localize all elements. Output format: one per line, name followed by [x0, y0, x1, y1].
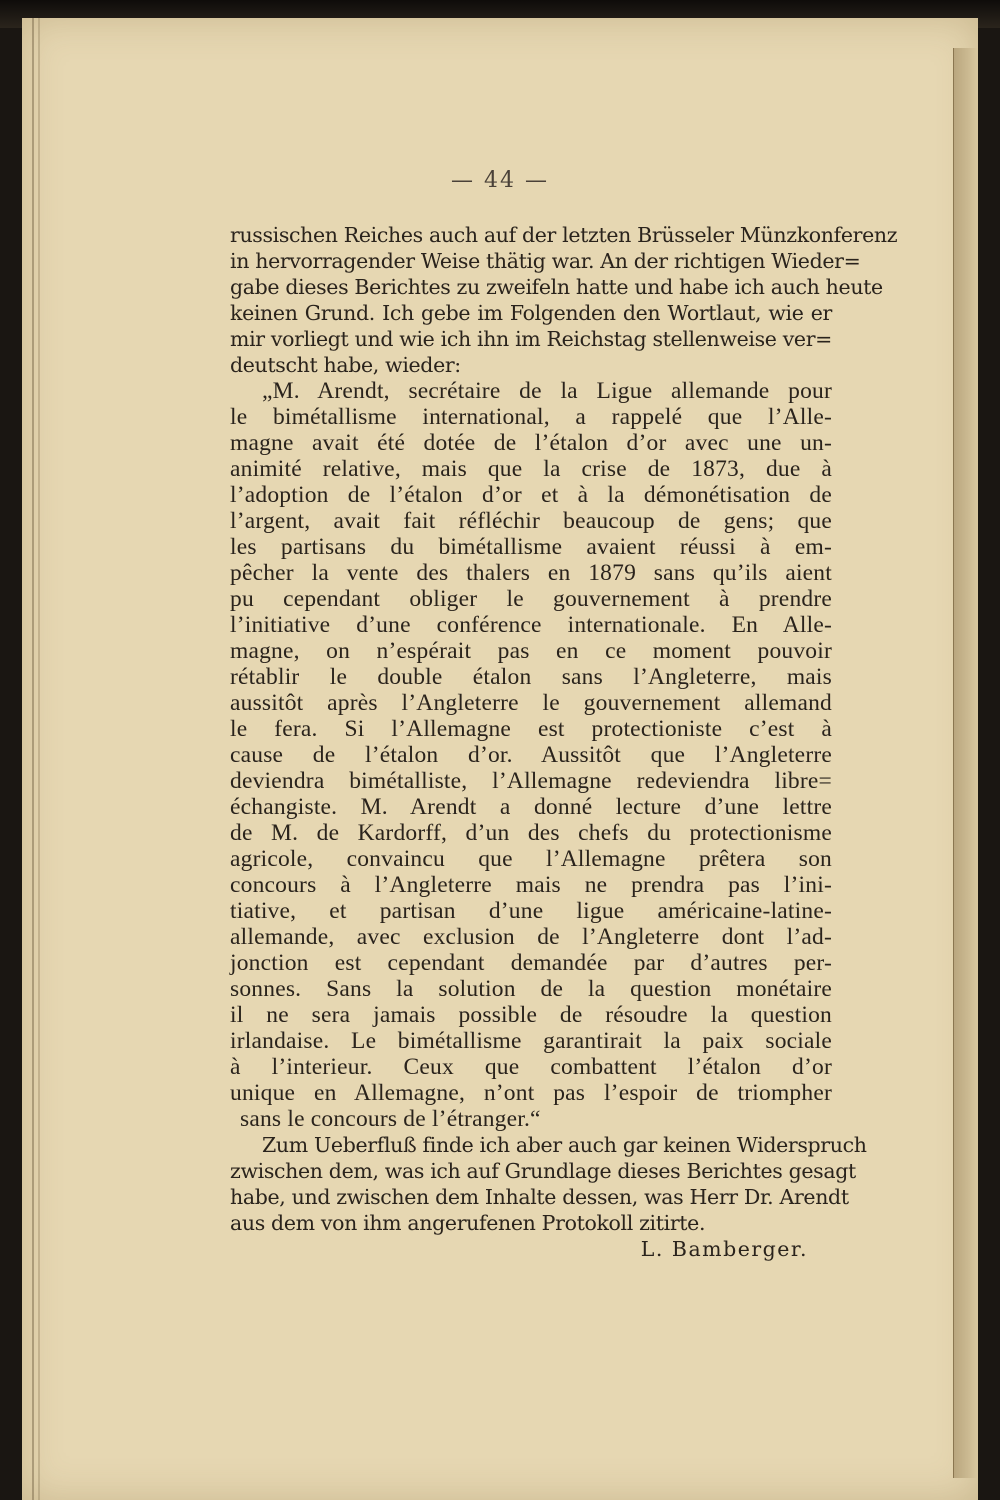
paragraph-german-conclusion [230, 1132, 867, 1236]
text-line: russischen Reiches auch auf der letzten Brüsseler Münzkonferenz [230, 223, 898, 247]
text-line: deviendra bimétalliste, l’Allemagne redeviendra libre= [230, 768, 832, 794]
text-line: irlandaise. Le bimétallisme garantirait la paix sociale [230, 1028, 832, 1054]
text-line: unique en Allemagne, n’ont pas l’espoir de triompher [230, 1080, 832, 1106]
text-line: pu cependant obliger le gouvernement à prendre [230, 586, 832, 612]
text-line: keinen Grund. Ich gebe im Folgenden den Wortlaut, wie er [230, 301, 832, 325]
author-signature: L. Bamberger. [640, 1237, 808, 1261]
text-line: agricole, convaincu que l’Allemagne prêtera son [230, 846, 832, 872]
text-line: rétablir le double étalon sans l’Angleterre, mais [230, 664, 832, 690]
text-line: magne avait été dotée de l’étalon d’or avec une un- [230, 430, 832, 456]
paragraph-french-quote [230, 378, 832, 1132]
text-line: l’adoption de l’étalon d’or et à la démonétisation de [230, 482, 832, 508]
text-line: in hervorragender Weise thätig war. An der richtigen Wieder= [230, 249, 861, 273]
text-line: zwischen dem, was ich auf Grundlage dieses Berichtes gesagt [230, 1159, 856, 1183]
text-line: concours à l’Angleterre mais ne prendra pas l’ini- [230, 872, 832, 898]
text-line: deutscht habe, wieder: [230, 353, 461, 377]
text-line: gabe dieses Berichtes zu zweifeln hatte und habe ich auch heute [230, 275, 883, 299]
text-line: le fera. Si l’Allemagne est protectioniste c’est à [230, 716, 832, 742]
text-line: magne, on n’espérait pas en ce moment pouvoir [230, 638, 832, 664]
text-line: cause de l’étalon d’or. Aussitôt que l’Angleterre [230, 742, 832, 768]
text-line: allemande, avec exclusion de l’Angleterre dont l’ad- [230, 924, 832, 950]
text-line: „M. Arendt, secrétaire de la Ligue allemande pour [262, 378, 832, 404]
text-line: Zum Ueberfluß finde ich aber auch gar keinen Widerspruch [262, 1133, 867, 1157]
text-line: l’argent, avait fait réfléchir beaucoup de gens; que [230, 508, 832, 534]
text-line: de M. de Kardorff, d’un des chefs du protectionisme [230, 820, 832, 846]
text-line: tiative, et partisan d’une ligue américaine-latine- [230, 898, 832, 924]
text-line: aussitôt après l’Angleterre le gouvernement allemand [230, 690, 832, 716]
text-line: le bimétallisme international, a rappelé que l’Alle- [230, 404, 832, 430]
text-line: à l’interieur. Ceux que combattent l’étalon d’or [230, 1054, 832, 1080]
body-text [230, 222, 898, 1262]
page-gutter-line [38, 18, 40, 1500]
text-line: sans le concours de l’étranger.“ [240, 1106, 541, 1132]
text-line: aus dem von ihm angerufenen Protokoll zitirte. [230, 1211, 706, 1235]
text-line: pêcher la vente des thalers en 1879 sans qu’ils aient [230, 560, 832, 586]
next-page-edge [953, 48, 978, 1478]
page-gutter-line [32, 18, 34, 1500]
text-line: il ne sera jamais possible de résoudre la question [230, 1002, 832, 1028]
text-line: l’initiative d’une conférence internationale. En Alle- [230, 612, 832, 638]
paragraph-german-intro [230, 222, 898, 378]
text-line: jonction est cependant demandée par d’autres per- [230, 950, 832, 976]
text-line: sonnes. Sans la solution de la question monétaire [230, 976, 832, 1002]
page-number: — 44 — [451, 168, 549, 193]
text-line: les partisans du bimétallisme avaient réussi à em- [230, 534, 832, 560]
text-line: mir vorliegt und wie ich ihn im Reichstag stellenweise ver= [230, 327, 832, 351]
text-line: habe, und zwischen dem Inhalte dessen, was Herr Dr. Arendt [230, 1185, 849, 1209]
text-line: animité relative, mais que la crise de 1873, due à [230, 456, 832, 482]
text-line: échangiste. M. Arendt a donné lecture d’une lettre [230, 794, 832, 820]
